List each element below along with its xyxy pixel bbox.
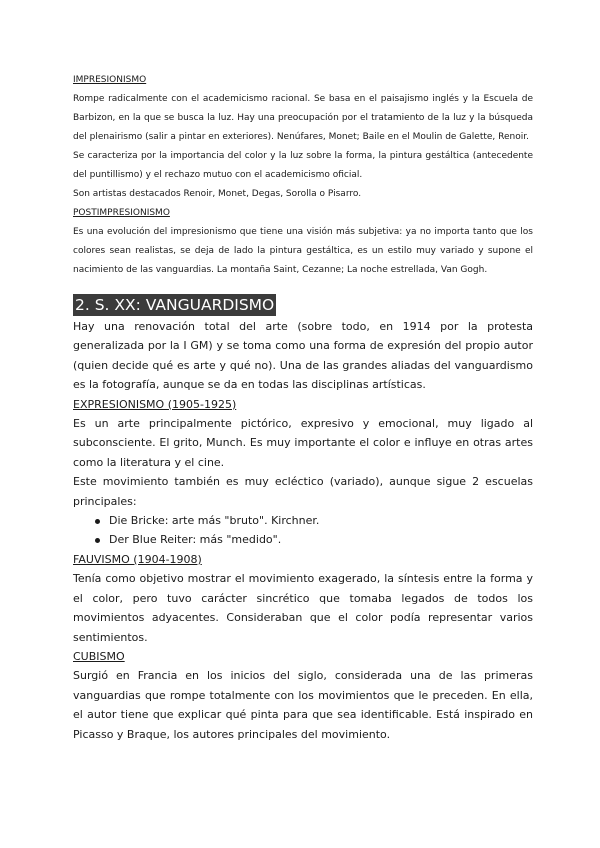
impresionismo-paragraph-3: Son artistas destacados Renoir, Monet, Degas, Sorolla o Pisarro. (73, 189, 362, 199)
postimpresionismo-paragraph-1: Es una evolución del impresionismo que tiene una visión más subjetiva: ya no importa tanto que los colores sean realistas, se deja de lado la pintura gestáltica, es un estilo muy variado y supone el nacimiento de las vanguardias. La montaña Saint, Cezanne; La noche estrellada, Van Gogh. (73, 227, 533, 275)
impresionismo-paragraph-2: Se caracteriza por la importancia del color y la luz sobre la forma, la pintura gestáltica (antecedente del puntillismo) y el rechazo mutuo con el academicismo oficial. (73, 151, 533, 180)
vanguardismo-section (73, 317, 533, 744)
impresionismo-heading: IMPRESIONISMO (73, 75, 147, 85)
postimpresionismo-heading: POSTIMPRESIONISMO (73, 208, 170, 218)
expresionismo-bullet-list (73, 511, 533, 550)
cubismo-paragraph-1: Surgió en Francia en los inicios del siglo, considerada una de las primeras vanguardias que rompe totalmente con los movimientos que le preceden. En ella, el autor tiene que explicar qué pinta para que sea identificable. Está inspirado en Picasso y Braque, los autores principales del movimiento. (73, 669, 533, 741)
section-title: 2. S. XX: VANGUARDISMO (75, 296, 275, 314)
vanguardismo-title-wrap (73, 280, 533, 317)
expresionismo-heading: EXPRESIONISMO (1905-1925) (73, 397, 237, 411)
list-item: Der Blue Reiter: más "medido". (95, 530, 533, 549)
impresionismo-paragraph-1: Rompe radicalmente con el academicismo racional. Se basa en el paisajismo inglés y la Escuela de Barbizon, en la que se busca la luz. Hay una preocupación por el tratamiento de la luz y la búsqueda del plenairismo (salir a pintar en exteriores). Nenúfares, Monet; Baile en el Moulin de Galette, Renoir. (73, 94, 533, 142)
expresionismo-paragraph-1: Es un arte principalmente pictórico, expresivo y emocional, muy ligado al subconsciente. El grito, Munch. Es muy importante el color e influye en otras artes como la literatura y el cine. (73, 417, 533, 469)
fauvismo-heading: FAUVISMO (1904-1908) (73, 552, 202, 566)
document-page (73, 71, 533, 744)
fauvismo-paragraph-1: Tenía como objetivo mostrar el movimiento exagerado, la síntesis entre la forma y el color, pero tuvo carácter sincrético que tomaba legados de todos los movimientos adyacentes. Consideraban que el color podía representar varios sentimientos. (73, 572, 533, 644)
cubismo-heading: CUBISMO (73, 649, 125, 663)
expresionismo-paragraph-2: Este movimiento también es muy ecléctico (variado), aunque sigue 2 escuelas principales: (73, 475, 533, 508)
list-item: Die Bricke: arte más "bruto". Kirchner. (95, 511, 533, 530)
impresionismo-section (73, 71, 533, 204)
vanguardismo-paragraph-1: Hay una renovación total del arte (sobre todo, en 1914 por la protesta generalizada por la I GM) y se toma como una forma de expresión del propio autor (quien decide qué es arte y qué no). Una de las grandes aliadas del vanguardismo es la fotografía, aunque se da en todas las disciplinas artísticas. (73, 320, 533, 392)
postimpresionismo-section (73, 204, 533, 280)
